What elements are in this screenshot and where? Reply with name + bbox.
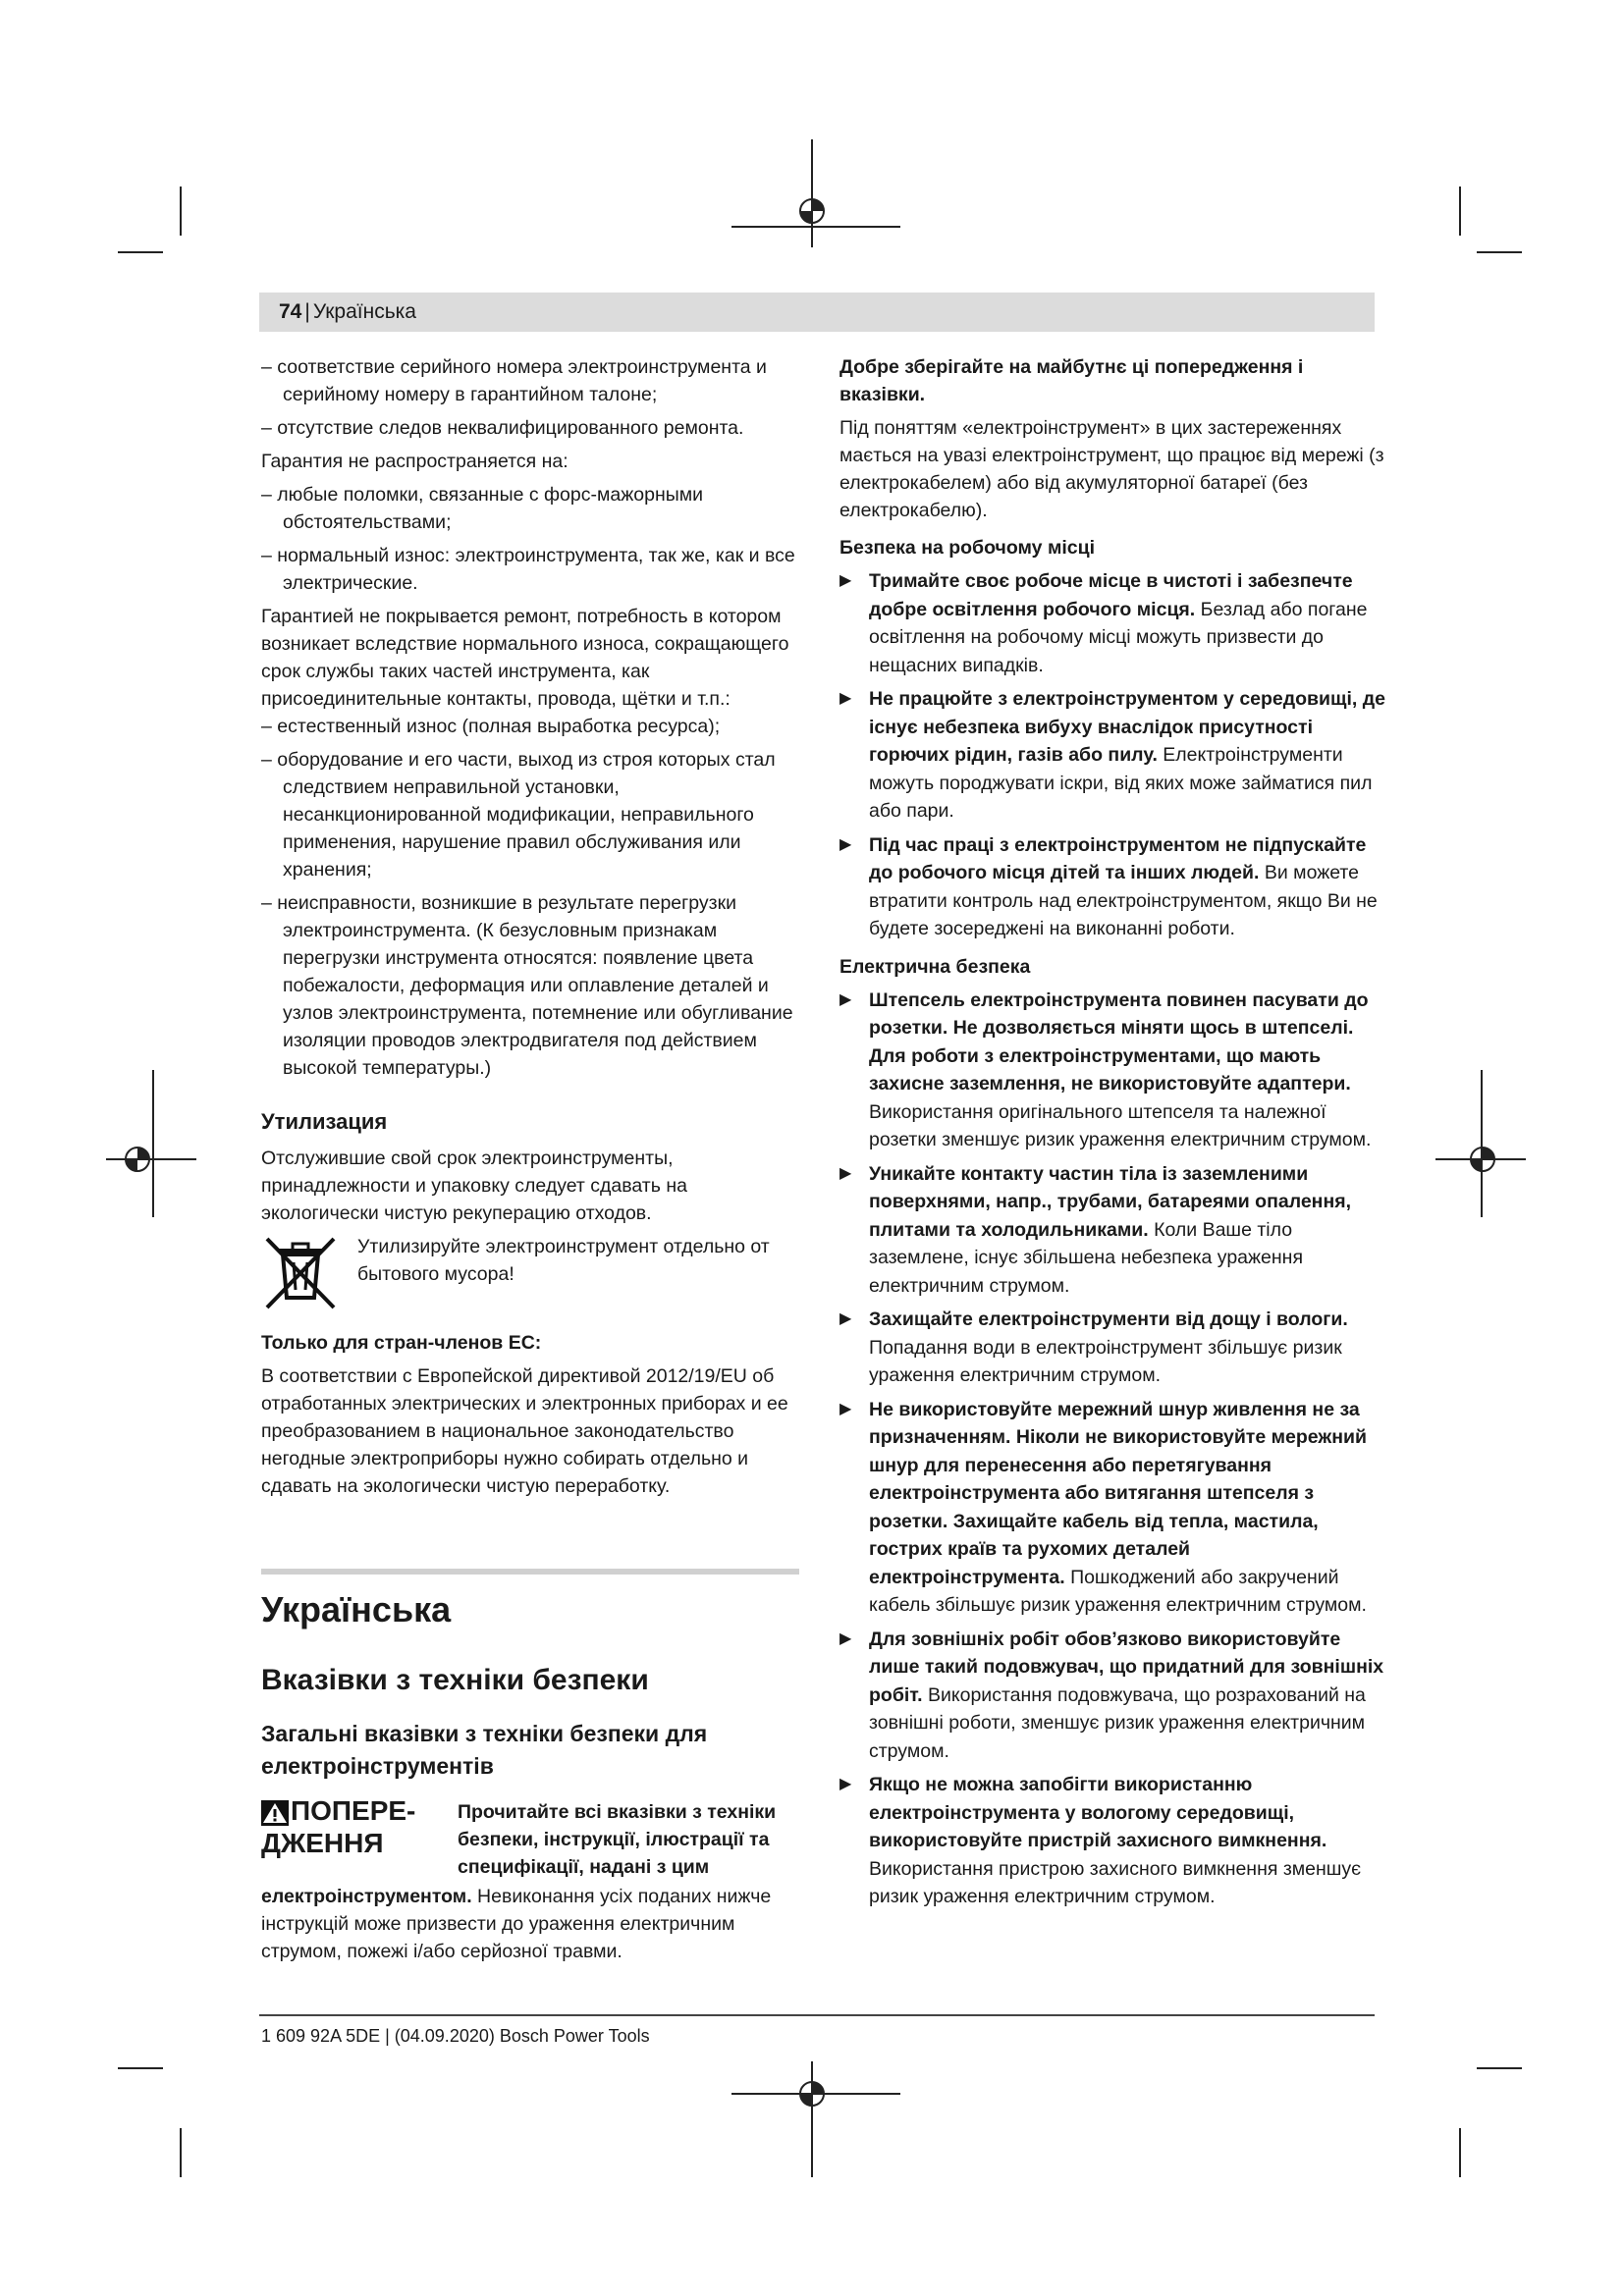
left-column bbox=[261, 353, 799, 1971]
bullet-bold: Під час праці з електроінструментом не підпускайте до робочого місця дітей та інших людей. bbox=[869, 833, 1367, 883]
warning-triangle-icon bbox=[261, 1800, 289, 1826]
bullet-arrow-icon: ▶ bbox=[839, 1776, 852, 1792]
crop-mark bbox=[180, 187, 182, 236]
crop-mark bbox=[118, 2067, 163, 2069]
bullet-text: Використання оригінального штепселя та належної розетки зменшує ризик ураження електричним струмом. bbox=[869, 1100, 1372, 1150]
work-bullet bbox=[839, 567, 1389, 679]
general-safety-title: Загальні вказівки з техніки безпеки для електроінструментів bbox=[261, 1721, 708, 1779]
bullet-bold: Якщо не можна запобігти використанню електроінструмента у вологому середовищі, використовуйте пристрій захисного вимкнення. bbox=[869, 1774, 1327, 1851]
registration-mark-icon bbox=[795, 194, 829, 228]
header-language: Українська bbox=[312, 300, 416, 323]
right-column bbox=[839, 353, 1389, 1917]
warning-continuation bbox=[261, 1883, 799, 1965]
section-rule bbox=[261, 1569, 799, 1575]
bullet-text: Безлад або погане освітлення на робочому місці можуть призвести до нещасних випадків. bbox=[869, 598, 1368, 676]
warning-label bbox=[261, 1794, 458, 1881]
warning-cont-bold: електроінструментом. bbox=[261, 1886, 472, 1907]
crop-mark bbox=[180, 2128, 182, 2177]
electrical-bullet bbox=[839, 1396, 1389, 1620]
guarantee-item: – любые поломки, связанные с форс-мажорными обстоятельствами; bbox=[261, 484, 704, 533]
warning-cont-text: Невиконання усіх поданих нижче інструкцій може призвести до ураження електричним струмом, пожежі і/або серйозної травми. bbox=[261, 1886, 772, 1962]
bullet-bold: Для зовнішніх робіт обов’язково використовуйте лише такий подовжувач, що придатний для зовнішніх робіт. bbox=[869, 1628, 1384, 1706]
registration-mark-icon bbox=[1466, 1143, 1499, 1176]
crop-mark bbox=[1477, 251, 1522, 253]
eu-text: В соответствии с Европейской директивой 2012/19/EU об отработанных электрических и электронных приборах и ее преобразованием в национальное законодательство негодные электроприборы нужно собирать отдельно и сдавать на экологически чистую переработку. bbox=[261, 1365, 788, 1497]
crop-mark bbox=[811, 139, 813, 247]
keep-text: Під поняттям «електроінструмент» в цих застереженнях мається на увазі електроінструмент, що працює від мережі (з електрокабелем) або від акумуляторної батареї (без електрокабелю). bbox=[839, 417, 1384, 521]
bullet-text: Пошкоджений або закручений кабель збільшує ризик ураження електричним струмом. bbox=[869, 1566, 1367, 1616]
repair-item: – естественный износ (полная выработка ресурса); bbox=[261, 716, 721, 737]
bullet-arrow-icon: ▶ bbox=[839, 690, 852, 707]
warranty-item: – отсутствие следов неквалифицированного ремонта. bbox=[261, 417, 744, 439]
bullet-arrow-icon: ▶ bbox=[839, 572, 852, 589]
electrical-bullet bbox=[839, 1771, 1389, 1911]
warranty-item: – соответствие серийного номера электроинструмента и серийному номеру в гарантийном талоне; bbox=[261, 356, 767, 405]
electrical-bullet bbox=[839, 1306, 1389, 1390]
page-number: 74 bbox=[279, 300, 302, 323]
bullet-text: Ви можете втратити контроль над електроінструментом, якщо Ви не будете зосереджені на виконанні роботи. bbox=[869, 862, 1378, 939]
bullet-bold: Захищайте електроінструменти від дощу і вологи. bbox=[869, 1308, 1348, 1330]
bullet-arrow-icon: ▶ bbox=[839, 1310, 852, 1327]
registration-mark-icon bbox=[795, 2077, 829, 2110]
language-title: Українська bbox=[261, 1589, 452, 1629]
crop-mark bbox=[1459, 2128, 1461, 2177]
bullet-bold: Тримайте своє робоче місце в чистоті і забезпечте добре освітлення робочого місця. bbox=[869, 570, 1353, 620]
disposal-text: Отслужившие свой срок электроинструменты, принадлежности и упаковку следует сдавать на экологически чистую рекуперацию отходов. bbox=[261, 1148, 687, 1224]
header-separator: | bbox=[304, 300, 310, 323]
safety-title: Вказівки з техніки безпеки bbox=[261, 1664, 649, 1696]
work-bullet bbox=[839, 831, 1389, 943]
bullet-arrow-icon: ▶ bbox=[839, 1629, 852, 1647]
crop-mark bbox=[1477, 2067, 1522, 2069]
warning-block bbox=[261, 1794, 799, 1965]
repair-item: – оборудование и его части, выход из строя которых стал следствием неправильной установки, несанкционированной модификации, неправильного применения, нарушение правил обслуживания или хранения; bbox=[261, 749, 776, 881]
weee-block bbox=[261, 1233, 799, 1311]
bullet-text: Коли Ваше тіло заземлене, існує збільшена небезпека ураження електричним струмом. bbox=[869, 1218, 1303, 1297]
electrical-bullet bbox=[839, 1626, 1389, 1766]
repair-item: – неисправности, возникшие в результате перегрузки электроинструмента. (К безусловным признакам перегрузки инструмента относятся: появление цвета побежалости, деформация или оплавление деталей и узлов электроинструмента, потемнение или обугливание изоляции проводов электродвигателя под действием высокой температуры.) bbox=[261, 892, 793, 1079]
warning-lead: Прочитайте всі вказівки з техніки безпеки, інструкції, ілюстрації та специфікації, надані з цим bbox=[458, 1801, 777, 1878]
weee-text: Утилизируйте электроинструмент отдельно от бытового мусора! bbox=[357, 1236, 770, 1285]
bullet-bold: Штепсель електроінструмента повинен пасувати до розетки. Не дозволяється міняти щось в штепселі. Для роботи з електроінструментами, що мають захисне заземлення, не використовуйте адаптери. bbox=[869, 988, 1369, 1095]
disposal-heading: Утилизация bbox=[261, 1109, 388, 1134]
eu-heading: Только для стран-членов ЕС: bbox=[261, 1332, 542, 1354]
bullet-arrow-icon: ▶ bbox=[839, 990, 852, 1008]
registration-mark-icon bbox=[121, 1143, 154, 1176]
crossed-bin-icon bbox=[261, 1233, 340, 1311]
bullet-text: Використання подовжувача, що розрахований на зовнішні роботи, зменшує ризик ураження електричним струмом. bbox=[869, 1683, 1366, 1762]
bullet-text: Попадання води в електроінструмент збільшує ризик ураження електричним струмом. bbox=[869, 1336, 1342, 1386]
bullet-text: Електроінструменти можуть породжувати іскри, від яких може займатися пил або пари. bbox=[869, 744, 1373, 822]
footer-text: 1 609 92A 5DE | (04.09.2020) Bosch Power Tools bbox=[261, 2026, 650, 2046]
keep-heading: Добре зберігайте на майбутнє ці попередження і вказівки. bbox=[839, 356, 1304, 405]
page-header bbox=[259, 293, 1375, 332]
bullet-arrow-icon: ▶ bbox=[839, 1400, 852, 1417]
crop-mark bbox=[1459, 187, 1461, 236]
guarantee-intro: Гарантия не распространяется на: bbox=[261, 451, 568, 472]
electrical-bullet bbox=[839, 1160, 1389, 1301]
repair-text: Гарантией не покрывается ремонт, потребность в котором возникает вследствие нормального износа, сокращающего срок службы таких частей инструмента, как присоединительные контакты, провода, щётки и т.п.: bbox=[261, 606, 789, 710]
electrical-bullet bbox=[839, 987, 1389, 1154]
work-bullet bbox=[839, 685, 1389, 826]
work-safety-heading: Безпека на робочому місці bbox=[839, 537, 1096, 559]
bullet-text: Використання пристрою захисного вимкнення зменшує ризик ураження електричним струмом. bbox=[869, 1857, 1362, 1907]
bullet-bold: Не використовуйте мережний шнур живлення не за призначенням. Ніколи не використовуйте мережний шнур для перенесення або перетягування електроінструмента або витягання штепселя з розетки. Захищайте кабель від тепла, мастила, гострих країв та рухомих деталей електроінструмента. bbox=[869, 1398, 1367, 1588]
bullet-bold: Уникайте контакту частин тіла із заземленими поверхнями, напр., трубами, батареями опалення, плитами та холодильниками. bbox=[869, 1162, 1352, 1241]
bullet-arrow-icon: ▶ bbox=[839, 1164, 852, 1182]
footer-rule bbox=[259, 2014, 1375, 2016]
electrical-safety-heading: Електрична безпека bbox=[839, 955, 1031, 978]
crop-mark bbox=[118, 251, 163, 253]
bullet-arrow-icon: ▶ bbox=[839, 835, 852, 853]
warning-word: ПОПЕРЕ-ДЖЕННЯ bbox=[261, 1795, 416, 1858]
bullet-bold: Не працюйте з електроінструментом у середовищі, де існує небезпека вибуху внаслідок присутності горючих рідин, газів або пилу. bbox=[869, 688, 1385, 766]
guarantee-item: – нормальный износ: электроинструмента, так же, как и все электрические. bbox=[261, 545, 795, 594]
